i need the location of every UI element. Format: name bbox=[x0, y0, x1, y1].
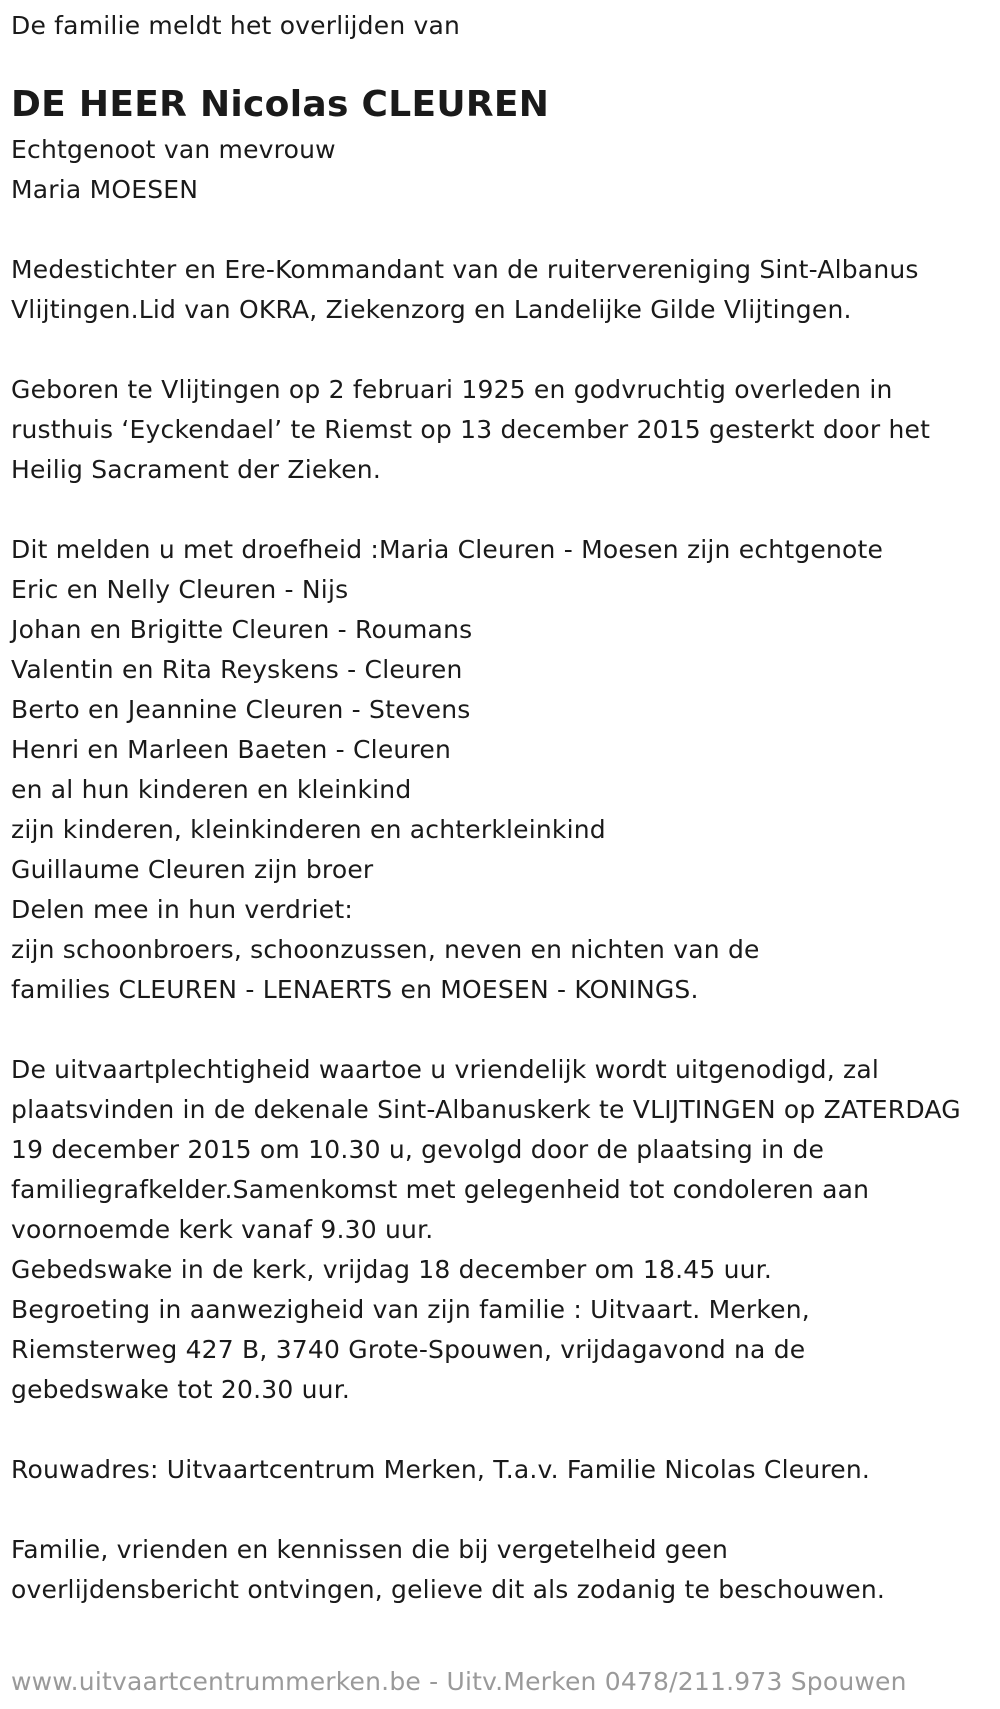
family-line: Guillaume Cleuren zijn broer bbox=[11, 855, 374, 884]
family-line: Berto en Jeannine Cleuren - Stevens bbox=[11, 695, 471, 724]
deceased-name: DE HEER Nicolas CLEUREN bbox=[11, 84, 550, 125]
birth-death-block bbox=[11, 370, 1000, 490]
spouse-block bbox=[11, 130, 1000, 210]
family-line: Valentin en Rita Reyskens - Cleuren bbox=[11, 655, 463, 684]
closing-line: overlijdensbericht ontvingen, gelieve dit als zodanig te beschouwen. bbox=[11, 1575, 886, 1604]
closing-line: Familie, vrienden en kennissen die bij vergetelheid geen bbox=[11, 1535, 729, 1564]
ceremony-line: Riemsterweg 427 B, 3740 Grote-Spouwen, vrijdagavond na de bbox=[11, 1335, 806, 1364]
family-line: Eric en Nelly Cleuren - Nijs bbox=[11, 575, 349, 604]
ceremony-line: gebedswake tot 20.30 uur. bbox=[11, 1375, 351, 1404]
membership-line: Vlijtingen.Lid van OKRA, Ziekenzorg en Landelijke Gilde Vlijtingen. bbox=[11, 295, 852, 324]
family-line: Delen mee in hun verdriet: bbox=[11, 895, 353, 924]
family-line: zijn schoonbroers, schoonzussen, neven en nichten van de bbox=[11, 935, 760, 964]
ceremony-line: Gebedswake in de kerk, vrijdag 18 december om 18.45 uur. bbox=[11, 1255, 772, 1284]
membership-line: Medestichter en Ere-Kommandant van de ruitervereniging Sint-Albanus bbox=[11, 255, 919, 284]
birth-death-line: Geboren te Vlijtingen op 2 februari 1925 en godvruchtig overleden in bbox=[11, 375, 893, 404]
family-line: Henri en Marleen Baeten - Cleuren bbox=[11, 735, 452, 764]
family-line: families CLEUREN - LENAERTS en MOESEN - KONINGS. bbox=[11, 975, 699, 1004]
address-line: Rouwadres: Uitvaartcentrum Merken, T.a.v. Familie Nicolas Cleuren. bbox=[11, 1455, 871, 1484]
family-block bbox=[11, 530, 1000, 1010]
birth-death-line: rusthuis ‘Eyckendael’ te Riemst op 13 december 2015 gesterkt door het bbox=[11, 415, 931, 444]
spouse-line: Maria MOESEN bbox=[11, 175, 199, 204]
family-line: zijn kinderen, kleinkinderen en achterkleinkind bbox=[11, 815, 606, 844]
spouse-line: Echtgenoot van mevrouw bbox=[11, 135, 336, 164]
address-block bbox=[11, 1450, 1000, 1490]
ceremony-line: 19 december 2015 om 10.30 u, gevolgd door de plaatsing in de bbox=[11, 1135, 825, 1164]
closing-block bbox=[11, 1530, 1000, 1610]
family-line: en al hun kinderen en kleinkind bbox=[11, 775, 412, 804]
birth-death-line: Heilig Sacrament der Zieken. bbox=[11, 455, 381, 484]
ceremony-line: plaatsvinden in de dekenale Sint-Albanuskerk te VLIJTINGEN op ZATERDAG bbox=[11, 1095, 961, 1124]
family-line: Dit melden u met droefheid :Maria Cleuren - Moesen zijn echtgenote bbox=[11, 535, 884, 564]
ceremony-block bbox=[11, 1050, 1000, 1410]
ceremony-line: voornoemde kerk vanaf 9.30 uur. bbox=[11, 1215, 434, 1244]
intro-text: De familie meldt het overlijden van bbox=[11, 11, 461, 40]
ceremony-line: familiegrafkelder.Samenkomst met gelegenheid tot condoleren aan bbox=[11, 1175, 870, 1204]
membership-block bbox=[11, 250, 1000, 330]
ceremony-line: Begroeting in aanwezigheid van zijn familie : Uitvaart. Merken, bbox=[11, 1295, 810, 1324]
footer-contact: www.uitvaartcentrummerken.be - Uitv.Merken 0478/211.973 Spouwen bbox=[11, 1667, 907, 1696]
ceremony-line: De uitvaartplechtigheid waartoe u vriendelijk wordt uitgenodigd, zal bbox=[11, 1055, 880, 1084]
family-line: Johan en Brigitte Cleuren - Roumans bbox=[11, 615, 473, 644]
